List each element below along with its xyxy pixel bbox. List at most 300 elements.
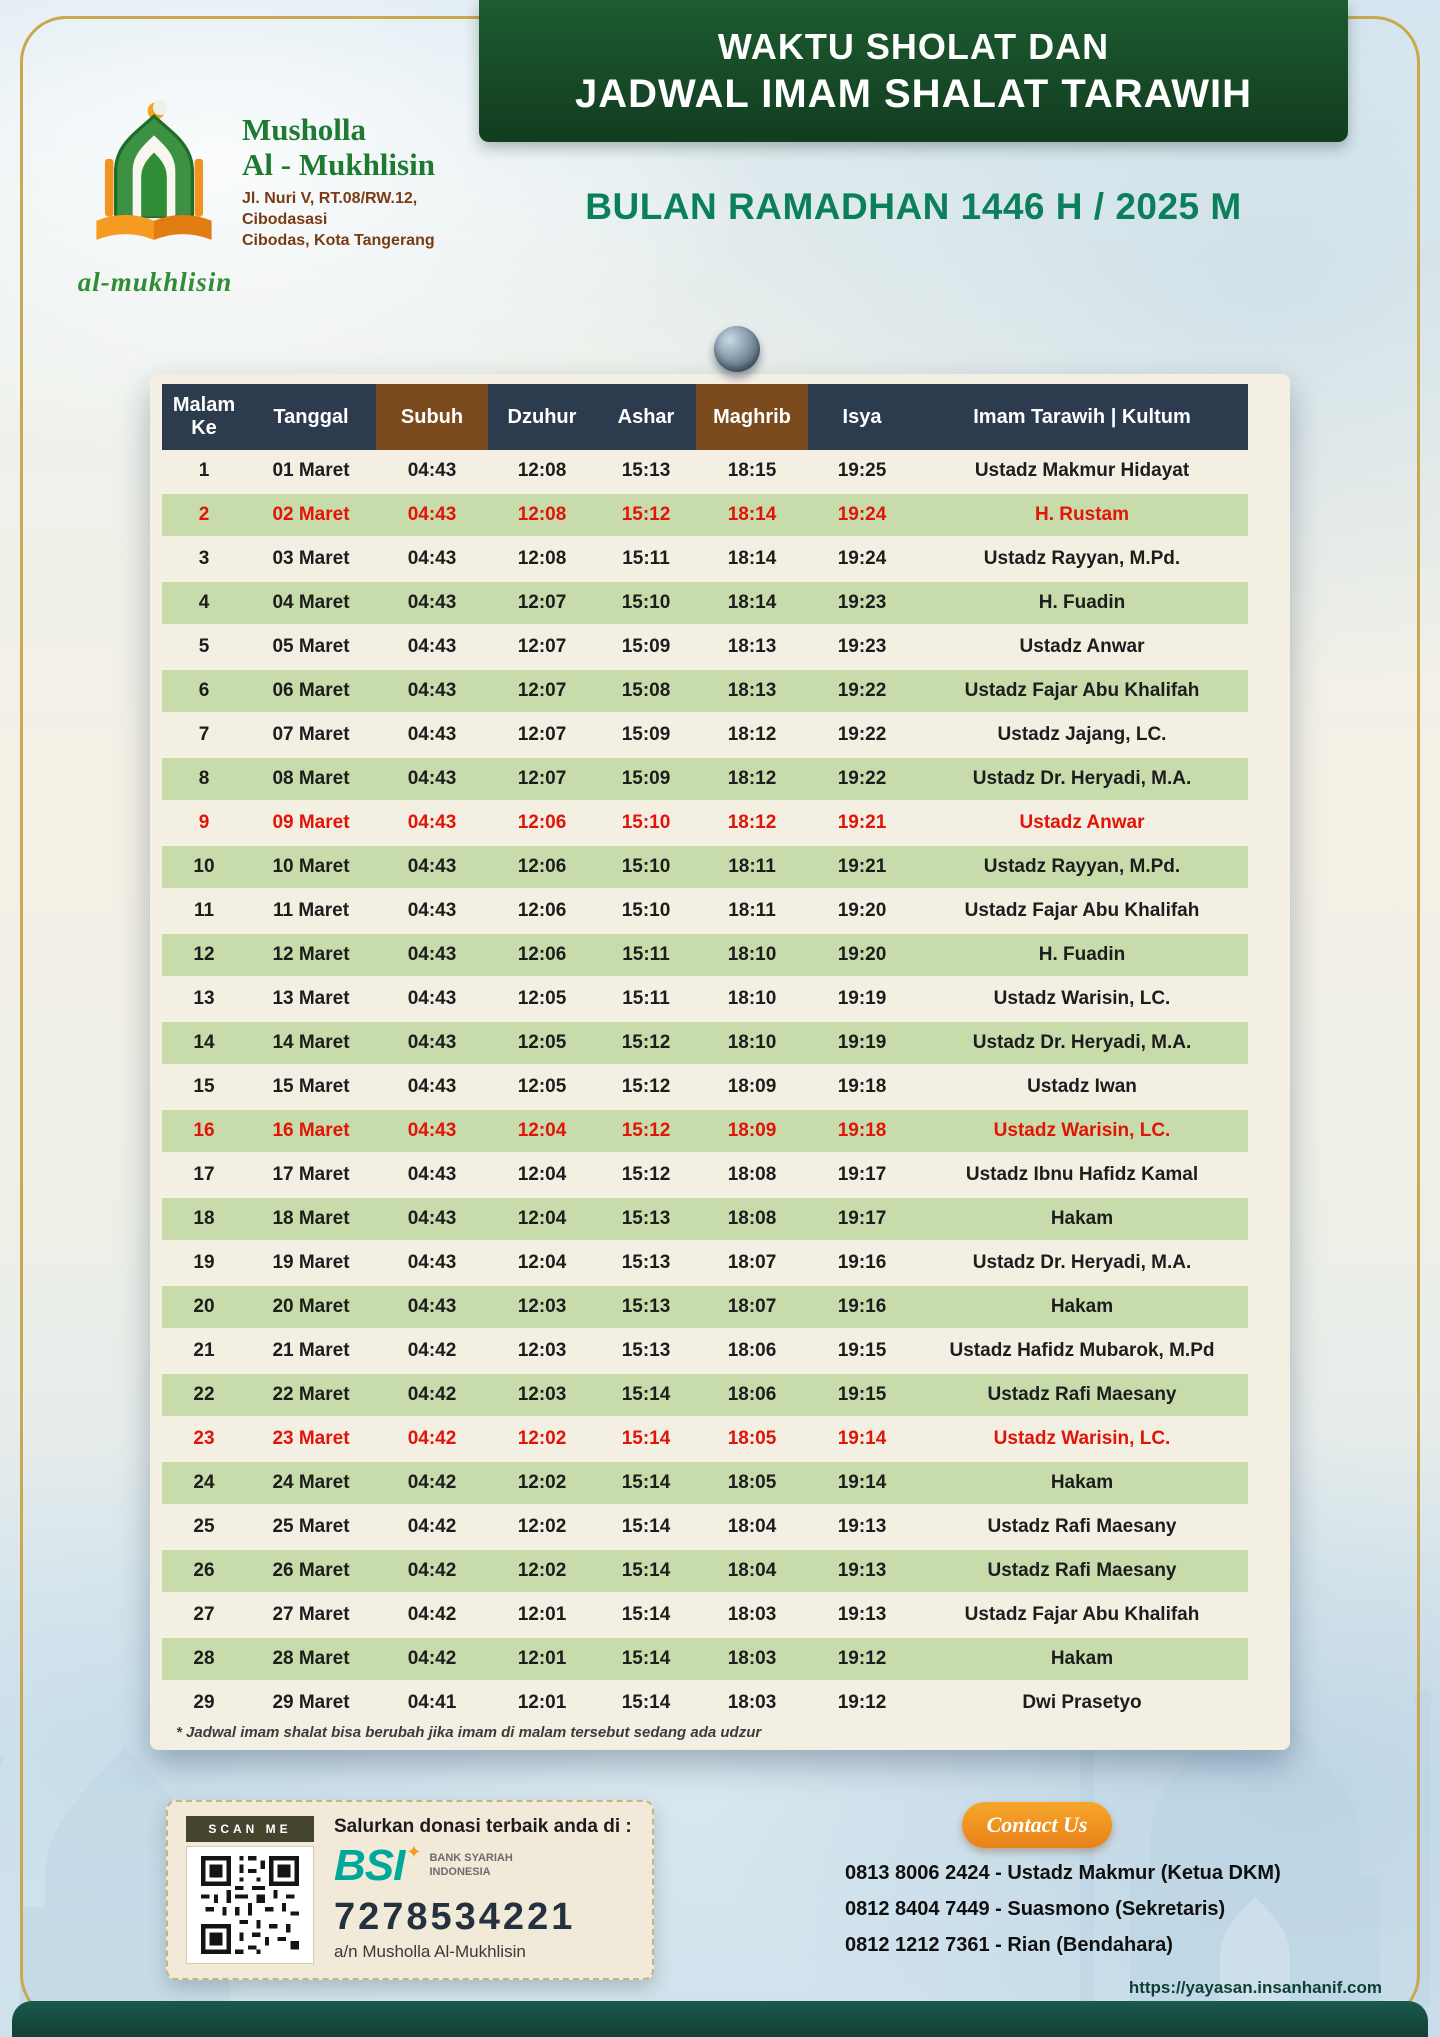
cell-dzuhur: 12:06 — [488, 846, 596, 890]
cell-dzuhur: 12:07 — [488, 758, 596, 802]
table-row — [162, 626, 1248, 670]
cell-imam: Ustadz Iwan — [916, 1066, 1248, 1110]
cell-dzuhur: 12:03 — [488, 1330, 596, 1374]
cell-imam: Ustadz Warisin, LC. — [916, 1110, 1248, 1154]
cell-night: 15 — [162, 1066, 246, 1110]
table-row — [162, 1462, 1248, 1506]
cell-subuh: 04:43 — [376, 1154, 488, 1198]
cell-dzuhur: 12:03 — [488, 1286, 596, 1330]
cell-date: 10 Maret — [246, 846, 376, 890]
cell-date: 28 Maret — [246, 1638, 376, 1682]
cell-ashar: 15:10 — [596, 890, 696, 934]
cell-date: 05 Maret — [246, 626, 376, 670]
scan-me-label: SCAN ME — [186, 1816, 314, 1842]
table-row — [162, 670, 1248, 714]
bsi-logo-text: BSI — [334, 1841, 405, 1890]
cell-maghrib: 18:13 — [696, 626, 808, 670]
cell-night: 25 — [162, 1506, 246, 1550]
cell-date: 24 Maret — [246, 1462, 376, 1506]
cell-date: 08 Maret — [246, 758, 376, 802]
table-row — [162, 1022, 1248, 1066]
cell-subuh: 04:43 — [376, 758, 488, 802]
cell-maghrib: 18:09 — [696, 1110, 808, 1154]
table-row — [162, 978, 1248, 1022]
cell-date: 04 Maret — [246, 582, 376, 626]
cell-maghrib: 18:15 — [696, 450, 808, 494]
cell-maghrib: 18:11 — [696, 846, 808, 890]
cell-night: 17 — [162, 1154, 246, 1198]
cell-night: 23 — [162, 1418, 246, 1462]
cell-ashar: 15:10 — [596, 802, 696, 846]
cell-ashar: 15:13 — [596, 1242, 696, 1286]
cell-subuh: 04:43 — [376, 1066, 488, 1110]
cell-imam: Ustadz Hafidz Mubarok, M.Pd — [916, 1330, 1248, 1374]
cell-night: 13 — [162, 978, 246, 1022]
cell-isya: 19:13 — [808, 1550, 916, 1594]
pushpin-icon — [714, 326, 760, 372]
address-line2: Cibodas, Kota Tangerang — [242, 232, 435, 250]
cell-maghrib: 18:12 — [696, 714, 808, 758]
cell-subuh: 04:43 — [376, 934, 488, 978]
contact-line: 0812 8404 7449 - Suasmono (Sekretaris) — [845, 1898, 1226, 1920]
cell-maghrib: 18:05 — [696, 1418, 808, 1462]
cell-subuh: 04:42 — [376, 1418, 488, 1462]
cell-date: 23 Maret — [246, 1418, 376, 1462]
cell-dzuhur: 12:04 — [488, 1198, 596, 1242]
cell-subuh: 04:42 — [376, 1550, 488, 1594]
cell-dzuhur: 12:08 — [488, 538, 596, 582]
table-row — [162, 1330, 1248, 1374]
cell-maghrib: 18:10 — [696, 934, 808, 978]
cell-imam: H. Fuadin — [916, 582, 1248, 626]
cell-subuh: 04:43 — [376, 846, 488, 890]
cell-subuh: 04:43 — [376, 802, 488, 846]
cell-imam: Hakam — [916, 1638, 1248, 1682]
contact-line: 0813 8006 2424 - Ustadz Makmur (Ketua DKM) — [845, 1862, 1281, 1884]
cell-night: 5 — [162, 626, 246, 670]
cell-night: 29 — [162, 1682, 246, 1726]
cell-isya: 19:23 — [808, 582, 916, 626]
cell-imam: Ustadz Rayyan, M.Pd. — [916, 538, 1248, 582]
musholla-name-line1: Musholla — [242, 112, 367, 147]
donation-info — [334, 1816, 644, 1962]
cell-subuh: 04:41 — [376, 1682, 488, 1726]
contact-line: 0812 1212 7361 - Rian (Bendahara) — [845, 1934, 1173, 1956]
title-line1: WAKTU SHOLAT DAN — [717, 25, 1110, 67]
cell-date: 26 Maret — [246, 1550, 376, 1594]
col-subuh: Subuh — [376, 384, 488, 450]
cell-isya: 19:24 — [808, 494, 916, 538]
table-row — [162, 934, 1248, 978]
cell-subuh: 04:43 — [376, 890, 488, 934]
cell-ashar: 15:10 — [596, 582, 696, 626]
cell-ashar: 15:14 — [596, 1418, 696, 1462]
cell-ashar: 15:14 — [596, 1594, 696, 1638]
cell-imam: Dwi Prasetyo — [916, 1682, 1248, 1726]
table-row — [162, 582, 1248, 626]
cell-imam: Ustadz Rafi Maesany — [916, 1374, 1248, 1418]
table-row — [162, 1682, 1248, 1726]
cell-maghrib: 18:08 — [696, 1154, 808, 1198]
cell-imam: H. Rustam — [916, 494, 1248, 538]
cell-night: 2 — [162, 494, 246, 538]
table-row — [162, 1154, 1248, 1198]
col-tanggal: Tanggal — [246, 384, 376, 450]
cell-night: 27 — [162, 1594, 246, 1638]
cell-isya: 19:18 — [808, 1110, 916, 1154]
table-row — [162, 1638, 1248, 1682]
cell-imam: Ustadz Fajar Abu Khalifah — [916, 1594, 1248, 1638]
qr-code[interactable] — [186, 1846, 314, 1964]
cell-maghrib: 18:03 — [696, 1682, 808, 1726]
cell-maghrib: 18:12 — [696, 802, 808, 846]
cell-maghrib: 18:04 — [696, 1550, 808, 1594]
cell-ashar: 15:08 — [596, 670, 696, 714]
cell-dzuhur: 12:06 — [488, 934, 596, 978]
cell-ashar: 15:12 — [596, 1154, 696, 1198]
table-row — [162, 758, 1248, 802]
cell-isya: 19:12 — [808, 1682, 916, 1726]
cell-date: 29 Maret — [246, 1682, 376, 1726]
col-dzuhur: Dzuhur — [488, 384, 596, 450]
cell-date: 14 Maret — [246, 1022, 376, 1066]
cell-imam: Ustadz Rafi Maesany — [916, 1550, 1248, 1594]
cell-date: 15 Maret — [246, 1066, 376, 1110]
cell-night: 28 — [162, 1638, 246, 1682]
cell-maghrib: 18:12 — [696, 758, 808, 802]
cell-imam: Ustadz Rayyan, M.Pd. — [916, 846, 1248, 890]
cell-ashar: 15:09 — [596, 626, 696, 670]
cell-night: 21 — [162, 1330, 246, 1374]
table-row — [162, 538, 1248, 582]
cell-imam: Ustadz Jajang, LC. — [916, 714, 1248, 758]
cell-maghrib: 18:07 — [696, 1242, 808, 1286]
bottom-bar — [12, 2001, 1428, 2037]
table-row — [162, 714, 1248, 758]
table-row — [162, 1286, 1248, 1330]
cell-date: 20 Maret — [246, 1286, 376, 1330]
cell-subuh: 04:42 — [376, 1638, 488, 1682]
cell-subuh: 04:42 — [376, 1330, 488, 1374]
bsi-tagline — [429, 1852, 512, 1880]
cell-ashar: 15:09 — [596, 758, 696, 802]
cell-imam: Ustadz Anwar — [916, 626, 1248, 670]
cell-maghrib: 18:04 — [696, 1506, 808, 1550]
cell-isya: 19:20 — [808, 934, 916, 978]
address-line1: Jl. Nuri V, RT.08/RW.12, Cibodasasi — [242, 190, 418, 229]
cell-maghrib: 18:11 — [696, 890, 808, 934]
cell-night: 9 — [162, 802, 246, 846]
table-row — [162, 494, 1248, 538]
contact-lines — [845, 1862, 1365, 1970]
cell-ashar: 15:11 — [596, 978, 696, 1022]
cell-imam: Ustadz Fajar Abu Khalifah — [916, 890, 1248, 934]
account-number: 7278534221 — [334, 1896, 576, 1938]
bsi-logo — [334, 1841, 644, 1894]
cell-imam: Ustadz Makmur Hidayat — [916, 450, 1248, 494]
cell-subuh: 04:43 — [376, 582, 488, 626]
cell-dzuhur: 12:04 — [488, 1154, 596, 1198]
cell-maghrib: 18:08 — [696, 1198, 808, 1242]
cell-night: 10 — [162, 846, 246, 890]
schedule-panel — [150, 374, 1290, 1750]
cell-isya: 19:15 — [808, 1330, 916, 1374]
table-row — [162, 1198, 1248, 1242]
cell-maghrib: 18:10 — [696, 1022, 808, 1066]
cell-dzuhur: 12:05 — [488, 1066, 596, 1110]
cell-isya: 19:14 — [808, 1462, 916, 1506]
cell-imam: Ustadz Warisin, LC. — [916, 1418, 1248, 1462]
cell-dzuhur: 12:02 — [488, 1550, 596, 1594]
cell-date: 18 Maret — [246, 1198, 376, 1242]
cell-date: 09 Maret — [246, 802, 376, 846]
cell-isya: 19:14 — [808, 1418, 916, 1462]
cell-date: 07 Maret — [246, 714, 376, 758]
website-link[interactable]: https://yayasan.insanhanif.com — [1128, 1978, 1382, 1997]
cell-ashar: 15:13 — [596, 1286, 696, 1330]
cell-date: 25 Maret — [246, 1506, 376, 1550]
cell-isya: 19:21 — [808, 802, 916, 846]
cell-ashar: 15:14 — [596, 1638, 696, 1682]
cell-dzuhur: 12:06 — [488, 890, 596, 934]
cell-night: 19 — [162, 1242, 246, 1286]
col-maghrib: Maghrib — [696, 384, 808, 450]
cell-imam: Ustadz Rafi Maesany — [916, 1506, 1248, 1550]
table-row — [162, 1374, 1248, 1418]
account-holder: a/n Musholla Al-Mukhlisin — [334, 1942, 526, 1961]
cell-imam: Hakam — [916, 1286, 1248, 1330]
cell-date: 13 Maret — [246, 978, 376, 1022]
cell-maghrib: 18:14 — [696, 494, 808, 538]
cell-night: 12 — [162, 934, 246, 978]
cell-isya: 19:16 — [808, 1242, 916, 1286]
cell-ashar: 15:13 — [596, 1330, 696, 1374]
cell-dzuhur: 12:08 — [488, 450, 596, 494]
cell-maghrib: 18:10 — [696, 978, 808, 1022]
cell-isya: 19:20 — [808, 890, 916, 934]
cell-date: 21 Maret — [246, 1330, 376, 1374]
cell-maghrib: 18:13 — [696, 670, 808, 714]
cell-maghrib: 18:05 — [696, 1462, 808, 1506]
cell-isya: 19:22 — [808, 670, 916, 714]
bsi-star-icon: ✦ — [406, 1842, 422, 1862]
cell-date: 11 Maret — [246, 890, 376, 934]
cell-night: 11 — [162, 890, 246, 934]
cell-subuh: 04:43 — [376, 450, 488, 494]
cell-date: 02 Maret — [246, 494, 376, 538]
cell-dzuhur: 12:05 — [488, 1022, 596, 1066]
cell-subuh: 04:42 — [376, 1506, 488, 1550]
table-row — [162, 1594, 1248, 1638]
cell-ashar: 15:12 — [596, 1110, 696, 1154]
cell-subuh: 04:43 — [376, 626, 488, 670]
cell-subuh: 04:43 — [376, 538, 488, 582]
cell-date: 19 Maret — [246, 1242, 376, 1286]
cell-night: 1 — [162, 450, 246, 494]
cell-dzuhur: 12:08 — [488, 494, 596, 538]
table-row — [162, 802, 1248, 846]
cell-ashar: 15:10 — [596, 846, 696, 890]
table-row — [162, 1418, 1248, 1462]
cell-dzuhur: 12:07 — [488, 670, 596, 714]
bsi-tagline-line1: BANK SYARIAH — [429, 1852, 513, 1864]
cell-night: 26 — [162, 1550, 246, 1594]
title-banner — [479, 0, 1348, 142]
cell-isya: 19:24 — [808, 538, 916, 582]
cell-maghrib: 18:03 — [696, 1638, 808, 1682]
cell-night: 22 — [162, 1374, 246, 1418]
cell-isya: 19:22 — [808, 758, 916, 802]
cell-date: 16 Maret — [246, 1110, 376, 1154]
cell-imam: Ustadz Dr. Heryadi, M.A. — [916, 1242, 1248, 1286]
cell-date: 01 Maret — [246, 450, 376, 494]
cell-date: 12 Maret — [246, 934, 376, 978]
bsi-tagline-line2: INDONESIA — [429, 1865, 491, 1878]
cell-ashar: 15:09 — [596, 714, 696, 758]
cell-night: 6 — [162, 670, 246, 714]
cell-dzuhur: 12:01 — [488, 1638, 596, 1682]
cell-dzuhur: 12:01 — [488, 1682, 596, 1726]
cell-subuh: 04:43 — [376, 670, 488, 714]
cell-subuh: 04:43 — [376, 714, 488, 758]
schedule-table-body — [162, 450, 1248, 1726]
cell-dzuhur: 12:07 — [488, 582, 596, 626]
cell-isya: 19:13 — [808, 1594, 916, 1638]
cell-maghrib: 18:14 — [696, 538, 808, 582]
cell-imam: H. Fuadin — [916, 934, 1248, 978]
cell-isya: 19:22 — [808, 714, 916, 758]
cell-isya: 19:17 — [808, 1154, 916, 1198]
cell-night: 16 — [162, 1110, 246, 1154]
col-ashar: Ashar — [596, 384, 696, 450]
cell-subuh: 04:43 — [376, 1110, 488, 1154]
cell-isya: 19:13 — [808, 1506, 916, 1550]
cell-ashar: 15:11 — [596, 934, 696, 978]
cell-maghrib: 18:14 — [696, 582, 808, 626]
cell-subuh: 04:42 — [376, 1374, 488, 1418]
cell-ashar: 15:12 — [596, 1022, 696, 1066]
cell-ashar: 15:13 — [596, 450, 696, 494]
cell-night: 3 — [162, 538, 246, 582]
cell-subuh: 04:43 — [376, 1022, 488, 1066]
cell-date: 22 Maret — [246, 1374, 376, 1418]
table-row — [162, 1066, 1248, 1110]
cell-imam: Hakam — [916, 1198, 1248, 1242]
cell-night: 7 — [162, 714, 246, 758]
musholla-address — [242, 189, 490, 251]
mosque-logo-icon — [78, 97, 230, 257]
cell-dzuhur: 12:07 — [488, 714, 596, 758]
cell-ashar: 15:14 — [596, 1462, 696, 1506]
cell-subuh: 04:42 — [376, 1462, 488, 1506]
title-line2: JADWAL IMAM SHALAT TARAWIH — [574, 71, 1253, 116]
cell-isya: 19:12 — [808, 1638, 916, 1682]
cell-isya: 19:15 — [808, 1374, 916, 1418]
musholla-name — [242, 113, 490, 252]
cell-ashar: 15:11 — [596, 538, 696, 582]
schedule-table — [162, 384, 1248, 1726]
table-row — [162, 1242, 1248, 1286]
schedule-footnote: * Jadwal imam shalat bisa berubah jika imam di malam tersebut sedang ada udzur — [176, 1724, 762, 1741]
cell-subuh: 04:43 — [376, 1242, 488, 1286]
cell-subuh: 04:43 — [376, 1198, 488, 1242]
cell-dzuhur: 12:06 — [488, 802, 596, 846]
table-row — [162, 1550, 1248, 1594]
cell-night: 18 — [162, 1198, 246, 1242]
cell-subuh: 04:42 — [376, 1594, 488, 1638]
cell-isya: 19:17 — [808, 1198, 916, 1242]
cell-maghrib: 18:03 — [696, 1594, 808, 1638]
cell-dzuhur: 12:03 — [488, 1374, 596, 1418]
cell-imam: Ustadz Fajar Abu Khalifah — [916, 670, 1248, 714]
contact-us-button[interactable]: Contact Us — [962, 1802, 1112, 1848]
cell-date: 27 Maret — [246, 1594, 376, 1638]
cell-ashar: 15:14 — [596, 1550, 696, 1594]
cell-dzuhur: 12:02 — [488, 1506, 596, 1550]
musholla-name-line2: Al - Mukhlisin — [242, 146, 435, 182]
cell-subuh: 04:43 — [376, 978, 488, 1022]
cell-dzuhur: 12:01 — [488, 1594, 596, 1638]
cell-imam: Ustadz Ibnu Hafidz Kamal — [916, 1154, 1248, 1198]
cell-ashar: 15:13 — [596, 1198, 696, 1242]
cell-ashar: 15:12 — [596, 1066, 696, 1110]
cell-dzuhur: 12:05 — [488, 978, 596, 1022]
table-row — [162, 1506, 1248, 1550]
cell-imam: Ustadz Dr. Heryadi, M.A. — [916, 1022, 1248, 1066]
cell-subuh: 04:43 — [376, 1286, 488, 1330]
cell-dzuhur: 12:02 — [488, 1418, 596, 1462]
cell-imam: Ustadz Dr. Heryadi, M.A. — [916, 758, 1248, 802]
logo-script-text: al-mukhlisin — [77, 267, 233, 297]
cell-imam: Ustadz Anwar — [916, 802, 1248, 846]
cell-night: 14 — [162, 1022, 246, 1066]
col-imam: Imam Tarawih | Kultum — [916, 384, 1248, 450]
cell-ashar: 15:14 — [596, 1682, 696, 1726]
cell-isya: 19:21 — [808, 846, 916, 890]
col-malam-ke: Malam Ke — [162, 384, 246, 450]
cell-subuh: 04:43 — [376, 494, 488, 538]
subtitle-ramadhan: BULAN RAMADHAN 1446 H / 2025 M — [585, 186, 1242, 227]
donation-ticket — [166, 1800, 654, 1980]
cell-isya: 19:16 — [808, 1286, 916, 1330]
cell-dzuhur: 12:04 — [488, 1242, 596, 1286]
cell-maghrib: 18:06 — [696, 1374, 808, 1418]
cell-night: 24 — [162, 1462, 246, 1506]
cell-imam: Hakam — [916, 1462, 1248, 1506]
col-isya: Isya — [808, 384, 916, 450]
cell-date: 03 Maret — [246, 538, 376, 582]
cell-ashar: 15:12 — [596, 494, 696, 538]
cell-maghrib: 18:09 — [696, 1066, 808, 1110]
table-header-row — [162, 384, 1248, 450]
table-row — [162, 846, 1248, 890]
cell-night: 20 — [162, 1286, 246, 1330]
cell-isya: 19:19 — [808, 1022, 916, 1066]
cell-ashar: 15:14 — [596, 1374, 696, 1418]
cell-night: 8 — [162, 758, 246, 802]
cell-date: 17 Maret — [246, 1154, 376, 1198]
cell-dzuhur: 12:02 — [488, 1462, 596, 1506]
cell-isya: 19:19 — [808, 978, 916, 1022]
cell-isya: 19:18 — [808, 1066, 916, 1110]
donation-heading: Salurkan donasi terbaik anda di : — [334, 1816, 632, 1837]
cell-date: 06 Maret — [246, 670, 376, 714]
table-row — [162, 890, 1248, 934]
cell-dzuhur: 12:04 — [488, 1110, 596, 1154]
cell-maghrib: 18:07 — [696, 1286, 808, 1330]
cell-night: 4 — [162, 582, 246, 626]
table-row — [162, 1110, 1248, 1154]
